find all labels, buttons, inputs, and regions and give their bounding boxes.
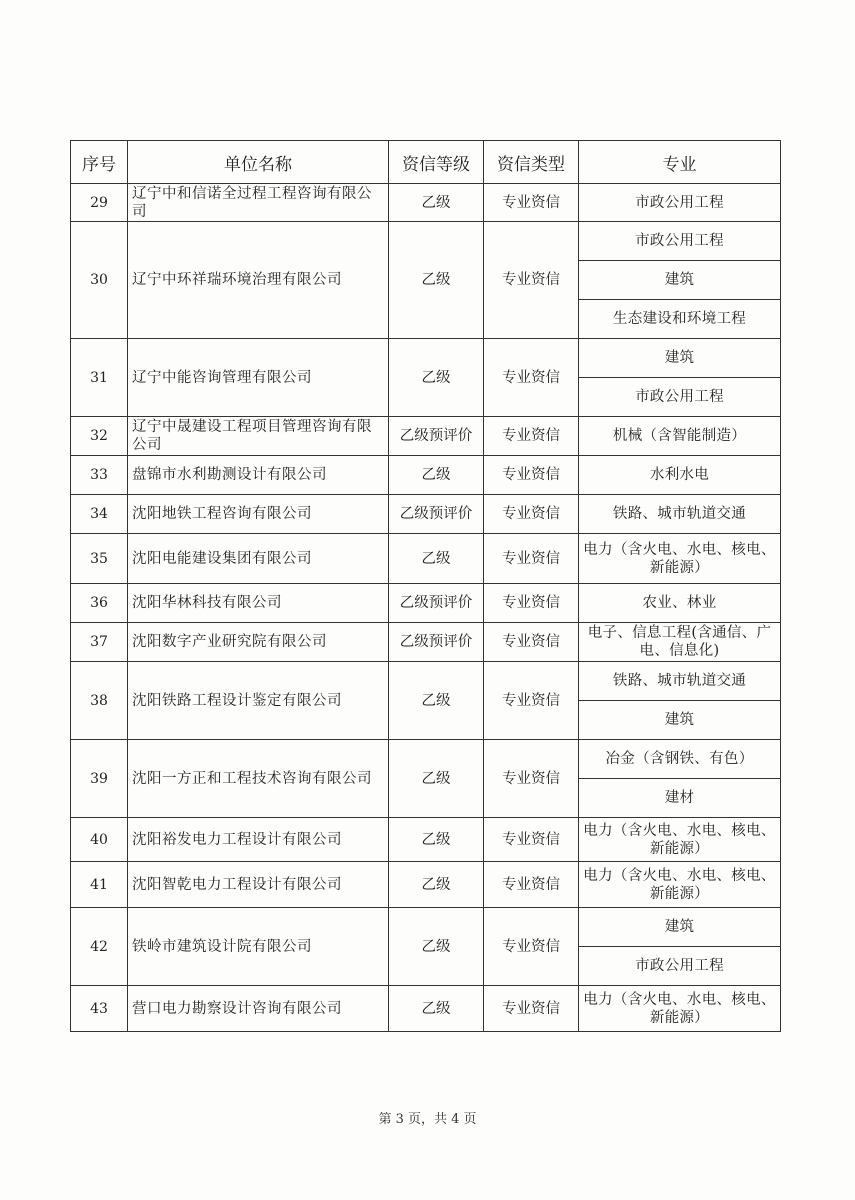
cell-unit-name: 营口电力勘察设计咨询有限公司 xyxy=(128,986,389,1032)
header-major: 专业 xyxy=(579,141,781,184)
cell-type: 专业资信 xyxy=(484,862,579,908)
cell-grade: 乙级预评价 xyxy=(389,623,484,662)
cell-unit-name: 辽宁中能咨询管理有限公司 xyxy=(128,339,389,417)
cell-unit-name: 辽宁中和信诺全过程工程咨询有限公司 xyxy=(128,184,389,222)
cell-seq: 37 xyxy=(71,623,128,662)
table-row xyxy=(71,339,781,378)
cell-unit-name: 辽宁中环祥瑞环境治理有限公司 xyxy=(128,222,389,339)
cell-grade: 乙级预评价 xyxy=(389,584,484,623)
cell-unit-name: 辽宁中晟建设工程项目管理咨询有限公司 xyxy=(128,417,389,456)
cell-seq: 39 xyxy=(71,740,128,818)
cell-major: 机械（含智能制造） xyxy=(579,417,781,456)
cell-grade: 乙级 xyxy=(389,339,484,417)
table-body xyxy=(71,184,781,1032)
table-row xyxy=(71,456,781,495)
cell-major: 电力（含火电、水电、核电、新能源） xyxy=(579,818,781,862)
cell-type: 专业资信 xyxy=(484,456,579,495)
cell-major: 生态建设和环境工程 xyxy=(579,300,781,339)
table-row xyxy=(71,184,781,222)
cell-major: 电力（含火电、水电、核电、新能源） xyxy=(579,534,781,584)
cell-type: 专业资信 xyxy=(484,584,579,623)
cell-grade: 乙级预评价 xyxy=(389,417,484,456)
cell-seq: 38 xyxy=(71,662,128,740)
cell-unit-name: 铁岭市建筑设计院有限公司 xyxy=(128,908,389,986)
cell-grade: 乙级 xyxy=(389,908,484,986)
cell-type: 专业资信 xyxy=(484,222,579,339)
table-row xyxy=(71,584,781,623)
table-row xyxy=(71,862,781,908)
cell-type: 专业资信 xyxy=(484,986,579,1032)
table-row xyxy=(71,908,781,947)
cell-major: 建筑 xyxy=(579,339,781,378)
table-row xyxy=(71,222,781,261)
cell-unit-name: 沈阳智乾电力工程设计有限公司 xyxy=(128,862,389,908)
header-type: 资信类型 xyxy=(484,141,579,184)
cell-seq: 43 xyxy=(71,986,128,1032)
table-row xyxy=(71,534,781,584)
cell-seq: 31 xyxy=(71,339,128,417)
cell-grade: 乙级预评价 xyxy=(389,495,484,534)
table-header-row xyxy=(71,141,781,184)
cell-major: 市政公用工程 xyxy=(579,222,781,261)
cell-unit-name: 沈阳一方正和工程技术咨询有限公司 xyxy=(128,740,389,818)
cell-grade: 乙级 xyxy=(389,818,484,862)
table-row xyxy=(71,818,781,862)
cell-major: 电力（含火电、水电、核电、新能源） xyxy=(579,862,781,908)
cell-type: 专业资信 xyxy=(484,740,579,818)
cell-type: 专业资信 xyxy=(484,818,579,862)
cell-type: 专业资信 xyxy=(484,184,579,222)
cell-type: 专业资信 xyxy=(484,339,579,417)
header-seq: 序号 xyxy=(71,141,128,184)
cell-seq: 41 xyxy=(71,862,128,908)
cell-major: 市政公用工程 xyxy=(579,947,781,986)
cell-type: 专业资信 xyxy=(484,417,579,456)
cell-grade: 乙级 xyxy=(389,740,484,818)
cell-major: 建筑 xyxy=(579,908,781,947)
cell-unit-name: 沈阳电能建设集团有限公司 xyxy=(128,534,389,584)
cell-unit-name: 沈阳地铁工程咨询有限公司 xyxy=(128,495,389,534)
page-footer: 第 3 页，共 4 页 xyxy=(378,1112,477,1127)
cell-grade: 乙级 xyxy=(389,222,484,339)
cell-grade: 乙级 xyxy=(389,986,484,1032)
header-grade: 资信等级 xyxy=(389,141,484,184)
cell-major: 农业、林业 xyxy=(579,584,781,623)
cell-type: 专业资信 xyxy=(484,662,579,740)
cell-grade: 乙级 xyxy=(389,184,484,222)
cell-unit-name: 沈阳裕发电力工程设计有限公司 xyxy=(128,818,389,862)
table-row xyxy=(71,623,781,662)
cell-type: 专业资信 xyxy=(484,623,579,662)
cell-major: 铁路、城市轨道交通 xyxy=(579,662,781,701)
cell-seq: 32 xyxy=(71,417,128,456)
cell-major: 市政公用工程 xyxy=(579,378,781,417)
cell-type: 专业资信 xyxy=(484,908,579,986)
cell-unit-name: 盘锦市水利勘测设计有限公司 xyxy=(128,456,389,495)
cell-major: 电力（含火电、水电、核电、新能源） xyxy=(579,986,781,1032)
cell-seq: 34 xyxy=(71,495,128,534)
table-row xyxy=(71,740,781,779)
cell-seq: 36 xyxy=(71,584,128,623)
table-row xyxy=(71,495,781,534)
cell-major: 电子、信息工程(含通信、广电、信息化) xyxy=(579,623,781,662)
cell-unit-name: 沈阳华林科技有限公司 xyxy=(128,584,389,623)
table-row xyxy=(71,986,781,1032)
cell-seq: 33 xyxy=(71,456,128,495)
table-row xyxy=(71,662,781,701)
cell-major: 建材 xyxy=(579,779,781,818)
cell-major: 铁路、城市轨道交通 xyxy=(579,495,781,534)
cell-seq: 40 xyxy=(71,818,128,862)
cell-grade: 乙级 xyxy=(389,862,484,908)
cell-unit-name: 沈阳数字产业研究院有限公司 xyxy=(128,623,389,662)
cell-major: 建筑 xyxy=(579,701,781,740)
cell-type: 专业资信 xyxy=(484,534,579,584)
cell-type: 专业资信 xyxy=(484,495,579,534)
cell-major: 水利水电 xyxy=(579,456,781,495)
cell-grade: 乙级 xyxy=(389,662,484,740)
cell-grade: 乙级 xyxy=(389,534,484,584)
cell-major: 市政公用工程 xyxy=(579,184,781,222)
qualification-table xyxy=(70,140,781,1032)
header-unit-name: 单位名称 xyxy=(128,141,389,184)
cell-unit-name: 沈阳铁路工程设计鉴定有限公司 xyxy=(128,662,389,740)
table-row xyxy=(71,417,781,456)
cell-seq: 42 xyxy=(71,908,128,986)
cell-grade: 乙级 xyxy=(389,456,484,495)
cell-seq: 30 xyxy=(71,222,128,339)
cell-seq: 29 xyxy=(71,184,128,222)
cell-major: 冶金（含钢铁、有色） xyxy=(579,740,781,779)
cell-major: 建筑 xyxy=(579,261,781,300)
cell-seq: 35 xyxy=(71,534,128,584)
